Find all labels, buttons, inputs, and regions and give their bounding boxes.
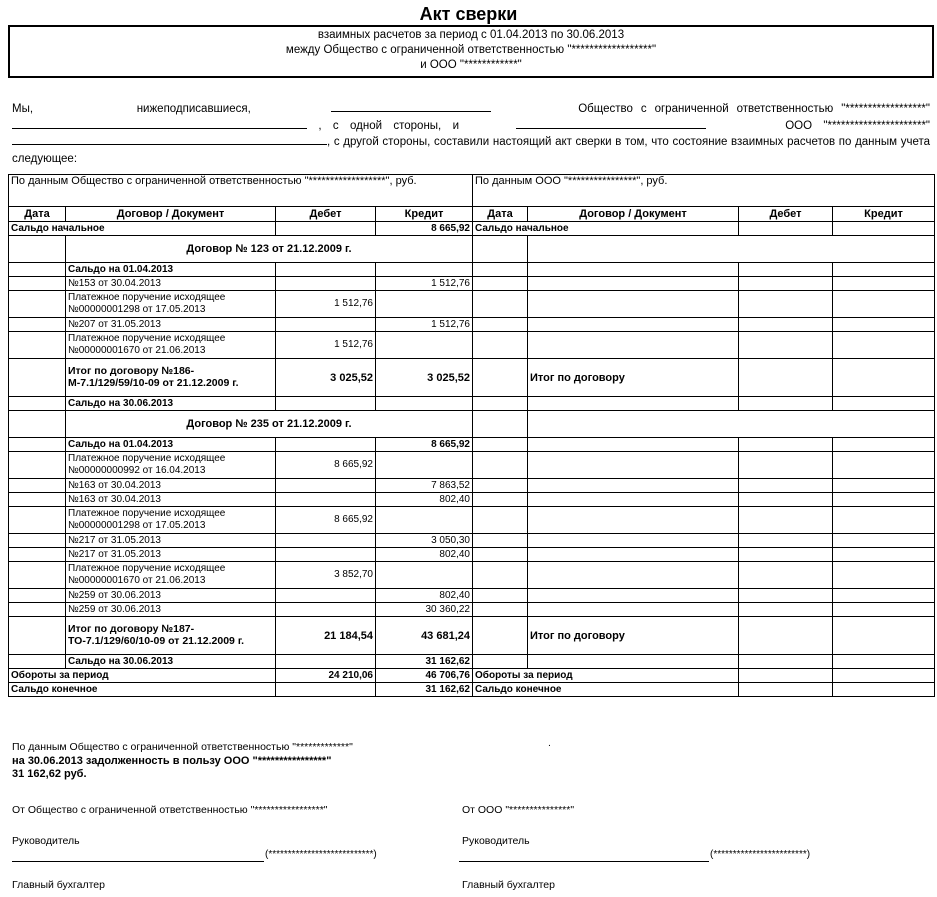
footer-from-org2: От ООО "***************" bbox=[462, 804, 575, 816]
balance-end: Сальдо на 30.06.2013 bbox=[66, 397, 276, 411]
debit-cell bbox=[276, 318, 376, 332]
total-debit: 3 025,52 bbox=[276, 359, 376, 397]
table-row bbox=[9, 438, 935, 452]
turnover-label: Обороты за период bbox=[9, 669, 276, 683]
table-row bbox=[9, 263, 935, 277]
balance-start-credit: 8 665,92 bbox=[376, 438, 473, 452]
footer-debt-line: на 30.06.2013 задолженность в пользу ООО "****************" bbox=[12, 755, 332, 767]
document-title: Акт сверки bbox=[419, 4, 518, 24]
opening-credit: 8 665,92 bbox=[376, 222, 473, 236]
table-row bbox=[9, 291, 935, 318]
debit-cell bbox=[276, 534, 376, 548]
footer-from-org1: От Общество с ограниченной ответственностью "*****************" bbox=[12, 804, 328, 816]
credit-cell: 30 360,22 bbox=[376, 603, 473, 617]
footer-head-name-left: (***************************) bbox=[265, 849, 377, 860]
col-doc: Договор / Документ bbox=[66, 207, 276, 222]
footer-accountant-left: Главный бухгалтер bbox=[12, 879, 105, 891]
credit-cell: 1 512,76 bbox=[376, 318, 473, 332]
total-credit: 43 681,24 bbox=[376, 617, 473, 655]
turnover-credit: 46 706,76 bbox=[376, 669, 473, 683]
header-party1: между Общество с ограниченной ответственностью "******************" bbox=[285, 44, 657, 56]
right-total-label: Итог по договору bbox=[528, 359, 739, 397]
right-party-title: По данным ООО "****************", руб. bbox=[473, 175, 935, 207]
debit-cell: 3 852,70 bbox=[276, 562, 376, 589]
intro-org1: Общество с ограниченной ответственностью "******************" bbox=[578, 103, 930, 115]
credit-cell: 1 512,76 bbox=[376, 277, 473, 291]
total-debit: 21 184,54 bbox=[276, 617, 376, 655]
contract-total-label: Итог по договору №186-М-7.1/129/59/10-09 от 21.12.2009 г. bbox=[66, 359, 276, 397]
intro-other-side: , с другой стороны, составили настоящий акт сверки в том, что состояние взаимных расчетов по данным учета следующее: bbox=[12, 136, 930, 165]
blank-line bbox=[12, 134, 327, 145]
credit-cell bbox=[376, 507, 473, 534]
balance-start: Сальдо на 01.04.2013 bbox=[66, 263, 276, 277]
table-row bbox=[9, 507, 935, 534]
table-row bbox=[9, 589, 935, 603]
header-period: взаимных расчетов за период с 01.04.2013 по 30.06.2013 bbox=[317, 29, 625, 41]
doc-cell: Платежное поручение исходящее №00000001670 от 21.06.2013 bbox=[66, 562, 276, 589]
intro-we: Мы, bbox=[12, 103, 34, 115]
debit-cell bbox=[276, 493, 376, 507]
doc-cell: №153 от 30.04.2013 bbox=[66, 277, 276, 291]
table-row bbox=[9, 479, 935, 493]
col-debit: Дебет bbox=[276, 207, 376, 222]
table-row bbox=[9, 397, 935, 411]
doc-cell: Платежное поручение исходящее №00000000992 от 16.04.2013 bbox=[66, 452, 276, 479]
doc-cell: №163 от 30.04.2013 bbox=[66, 479, 276, 493]
doc-cell: №259 от 30.06.2013 bbox=[66, 589, 276, 603]
col-date: Дата bbox=[9, 207, 66, 222]
doc-cell: №217 от 31.05.2013 bbox=[66, 534, 276, 548]
footer-head-left: Руководитель bbox=[12, 835, 80, 847]
credit-cell: 802,40 bbox=[376, 589, 473, 603]
credit-cell bbox=[376, 562, 473, 589]
footer-debt-amount: 31 162,62 руб. bbox=[12, 768, 87, 780]
credit-cell: 802,40 bbox=[376, 493, 473, 507]
intro-paragraph bbox=[12, 101, 930, 167]
debit-cell bbox=[276, 589, 376, 603]
doc-cell: №217 от 31.05.2013 bbox=[66, 548, 276, 562]
table-row bbox=[9, 534, 935, 548]
doc-cell: №259 от 30.06.2013 bbox=[66, 603, 276, 617]
credit-cell bbox=[376, 291, 473, 318]
closing-credit: 31 162,62 bbox=[376, 683, 473, 697]
contract-title: Договор № 123 от 21.12.2009 г. bbox=[66, 236, 473, 263]
footer-by-data: По данным Общество с ограниченной ответственностью "*************" bbox=[12, 741, 353, 753]
col-credit: Кредит bbox=[833, 207, 935, 222]
debit-cell: 1 512,76 bbox=[276, 332, 376, 359]
footer-accountant-right: Главный бухгалтер bbox=[462, 879, 555, 891]
debit-cell bbox=[276, 603, 376, 617]
closing-label-right: Сальдо конечное bbox=[473, 683, 739, 697]
credit-cell: 3 050,30 bbox=[376, 534, 473, 548]
col-date: Дата bbox=[473, 207, 528, 222]
credit-cell bbox=[376, 452, 473, 479]
blank-line bbox=[331, 101, 491, 112]
opening-label: Сальдо начальное bbox=[9, 222, 276, 236]
col-debit: Дебет bbox=[739, 207, 833, 222]
debit-cell bbox=[276, 479, 376, 493]
table-row bbox=[9, 277, 935, 291]
opening-balance-row bbox=[9, 222, 935, 236]
total-credit: 3 025,52 bbox=[376, 359, 473, 397]
debit-cell: 1 512,76 bbox=[276, 291, 376, 318]
table-row bbox=[9, 318, 935, 332]
credit-cell bbox=[376, 332, 473, 359]
signature-line bbox=[459, 860, 709, 862]
balance-start: Сальдо на 01.04.2013 bbox=[66, 438, 276, 452]
debit-cell bbox=[276, 277, 376, 291]
right-total-label: Итог по договору bbox=[528, 617, 739, 655]
table-row bbox=[9, 452, 935, 479]
table-row bbox=[9, 655, 935, 669]
contract-row bbox=[9, 411, 935, 438]
closing-label: Сальдо конечное bbox=[9, 683, 276, 697]
intro-org2: ООО "**********************" bbox=[785, 119, 931, 132]
doc-cell: Платежное поручение исходящее №00000001298 от 17.05.2013 bbox=[66, 291, 276, 318]
blank-line bbox=[12, 118, 307, 129]
intro-undersigned: нижеподписавшиеся, bbox=[136, 103, 251, 115]
blank-line bbox=[516, 118, 706, 129]
table-row bbox=[9, 493, 935, 507]
table-row bbox=[9, 562, 935, 589]
intro-one-side: , с одной стороны, и bbox=[318, 119, 460, 132]
contract-row bbox=[9, 236, 935, 263]
turnover-debit: 24 210,06 bbox=[276, 669, 376, 683]
doc-cell: №163 от 30.04.2013 bbox=[66, 493, 276, 507]
closing-balance-row bbox=[9, 683, 935, 697]
contract-total-row bbox=[9, 617, 935, 655]
turnover-row bbox=[9, 669, 935, 683]
debit-cell bbox=[276, 548, 376, 562]
col-doc: Договор / Документ bbox=[528, 207, 739, 222]
reconciliation-table bbox=[8, 174, 935, 697]
contract-total-row bbox=[9, 359, 935, 397]
col-credit: Кредит bbox=[376, 207, 473, 222]
credit-cell: 7 863,52 bbox=[376, 479, 473, 493]
credit-cell: 802,40 bbox=[376, 548, 473, 562]
footer-head-right: Руководитель bbox=[462, 835, 530, 847]
doc-cell: Платежное поручение исходящее №00000001298 от 17.05.2013 bbox=[66, 507, 276, 534]
doc-cell: №207 от 31.05.2013 bbox=[66, 318, 276, 332]
table-row bbox=[9, 548, 935, 562]
contract-title: Договор № 235 от 21.12.2009 г. bbox=[66, 411, 473, 438]
debit-cell: 8 665,92 bbox=[276, 452, 376, 479]
turnover-label-right: Обороты за период bbox=[473, 669, 739, 683]
balance-end-credit: 31 162,62 bbox=[376, 655, 473, 669]
left-party-title: По данным Общество с ограниченной ответственностью "******************", руб. bbox=[9, 175, 473, 207]
table-row bbox=[9, 332, 935, 359]
signature-line bbox=[12, 860, 264, 862]
debit-cell: 8 665,92 bbox=[276, 507, 376, 534]
contract-total-label: Итог по договору №187-ТО-7.1/129/60/10-09 от 21.12.2009 г. bbox=[66, 617, 276, 655]
header-party2: и ООО "************" bbox=[420, 59, 522, 71]
header-box bbox=[8, 25, 934, 78]
table-row bbox=[9, 603, 935, 617]
footer-head-name-right: (************************) bbox=[710, 849, 811, 860]
doc-cell: Платежное поручение исходящее №00000001670 от 21.06.2013 bbox=[66, 332, 276, 359]
balance-end: Сальдо на 30.06.2013 bbox=[66, 655, 276, 669]
footer-dot: . bbox=[548, 737, 551, 749]
opening-label-right: Сальдо начальное bbox=[473, 222, 739, 236]
